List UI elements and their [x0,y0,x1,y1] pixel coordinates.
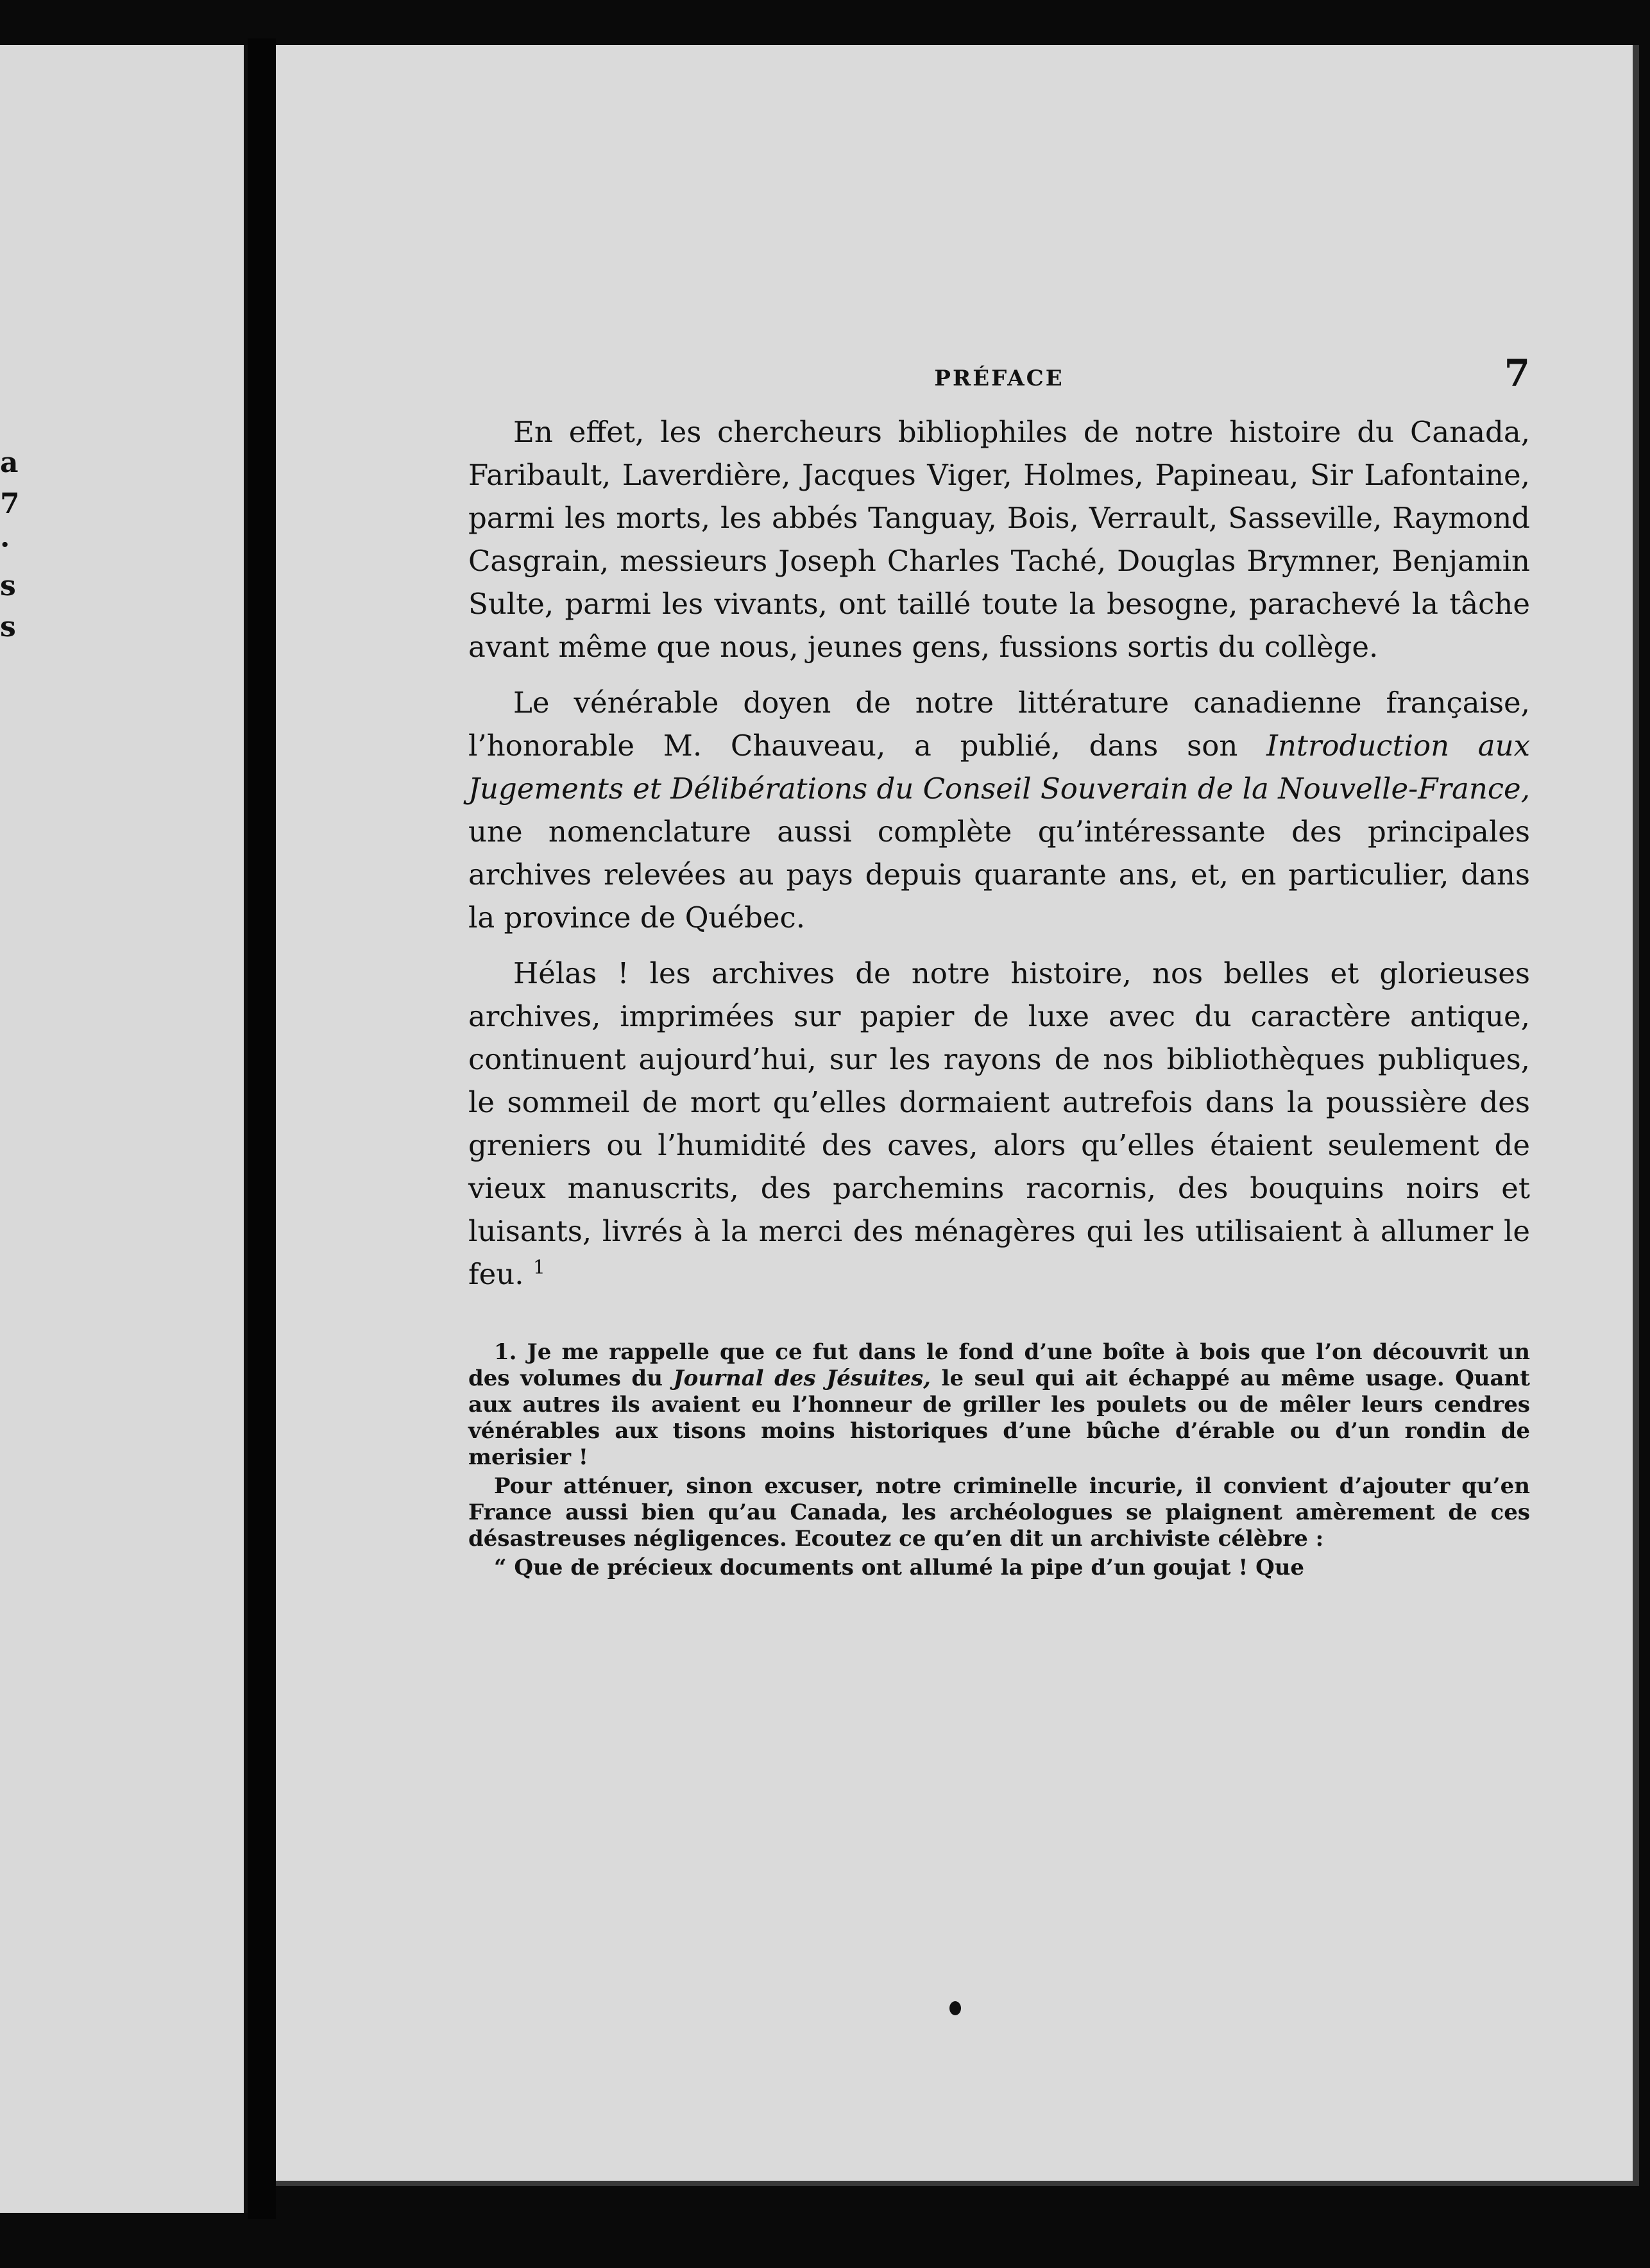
footnotes [468,1339,1530,1581]
running-head [468,346,1530,410]
footnote-reference: 1 [532,1257,545,1279]
book-gutter [248,38,276,2219]
left-mark: s [0,611,16,643]
footnote-1-start: 1. Je me rappelle que ce fut dans le fond d’une boîte à bois que l’on découvrit un des volumes du [468,1339,1530,1391]
book-title: Introduction aux Jugements et Délibérations du Conseil Souverain de la Nouvelle-France, [468,729,1530,806]
footnote-2: Pour atténuer, sinon excuser, notre criminelle incurie, il convient d’ajouter qu’en France aussi bien qu’au Canada, les archéologues se plaignent amèrement de ces désastreuses négligences. Ecoutez ce qu’en dit un archiviste célèbre : [468,1473,1530,1552]
left-mark: s [0,570,16,602]
paragraph-2-start: Le vénérable doyen de notre littérature canadienne française, l’honorable M. Chauveau, a publié, dans son [468,686,1530,763]
left-page-edge [0,45,248,2213]
left-mark: · [0,529,10,561]
page-number: 7 [1504,351,1530,395]
text-block [468,346,1530,1584]
left-mark: a [0,446,19,479]
footnote-1 [468,1339,1530,1471]
footnote-1-end: le seul qui ait échappé au même usage. Quant aux autres ils avaient eu l’honneur de griller les poulets ou de mêler leurs cendres vénérables aux tisons moins historiques d’une bûche d’érable ou d’un rondin de merisier ! [468,1366,1530,1470]
ink-speck [949,2001,961,2015]
running-title: PRÉFACE [934,366,1064,391]
left-page-fragments [0,443,19,648]
paragraph-1: En effet, les chercheurs bibliophiles de notre histoire du Canada, Faribault, Laverdière, Jacques Viger, Holmes, Papineau, Sir Lafontaine, parmi les morts, les abbés Tanguay, Bois, Verrault, Sasseville, Raymond Casgrain, messieurs Joseph Charles Taché, Douglas Brymner, Benjamin Sulte, parmi les vivants, ont taillé toute la besogne, parachevé la tâche avant même que nous, jeunes gens, fussions sortis du collège. [468,415,1530,664]
footnote-title: Journal des Jésuites, [673,1366,931,1391]
paragraph-2-end: une nomenclature aussi complète qu’intéressante des principales archives relevées au pays depuis quarante ans, et, en particulier, dans la province de Québec. [468,815,1530,935]
paragraph-2 [468,681,1530,939]
footnote-3: “ Que de précieux documents ont allumé la pipe d’un goujat ! Que [494,1555,1305,1580]
left-mark: 7 [0,487,20,520]
page-sheet [276,45,1639,2186]
paragraph-3 [468,952,1530,1296]
paragraph-3-text: Hélas ! les archives de notre histoire, nos belles et glorieuses archives, imprimées sur papier de luxe avec du caractère antique, continuent aujourd’hui, sur les rayons de nos bibliothèques publiques, le sommeil de mort qu’elles dormaient autrefois dans la poussière des greniers ou l’humidité des caves, alors qu’elles étaient seulement de vieux manuscrits, des parchemins racornis, des bouquins noirs et luisants, livrés à la merci des ménagères qui les utilisaient à allumer le feu. [468,956,1530,1291]
